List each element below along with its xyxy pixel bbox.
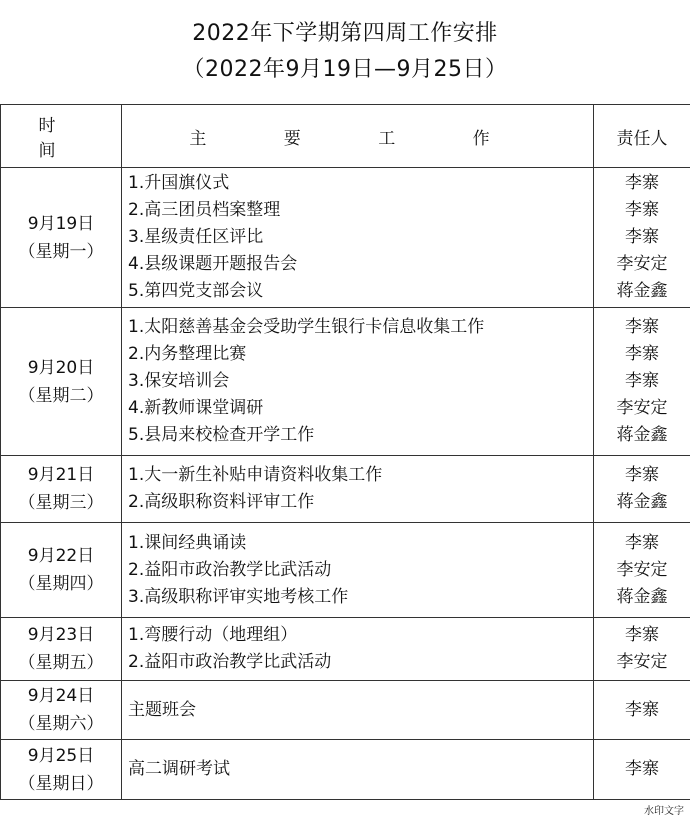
task-item: 5.县局来校检查开学工作 [128, 425, 315, 445]
owner-name: 李安定 [616, 398, 668, 418]
task-item: 2.高三团员档案整理 [128, 200, 281, 220]
owner-name: 李寨 [625, 759, 659, 779]
date-label: 9月22日 [27, 546, 95, 566]
date-cell [1, 308, 122, 456]
owners-cell [594, 168, 690, 308]
weekday-label: （星期五） [18, 653, 104, 673]
weekday-label: （星期四） [18, 574, 104, 594]
owner-name: 李寨 [625, 699, 659, 720]
task-item: 2.益阳市政治教学比武活动 [128, 652, 332, 672]
task-item: 4.县级课题开题报告会 [128, 254, 298, 274]
task-item: 高二调研考试 [128, 759, 230, 779]
owner-name: 李寨 [625, 344, 659, 364]
owner-name: 蒋金鑫 [616, 586, 668, 607]
tasks-cell [122, 523, 594, 618]
owner-name: 李寨 [625, 317, 659, 337]
task-item: 1.太阳慈善基金会受助学生银行卡信息收集工作 [128, 317, 485, 337]
schedule-body [1, 168, 690, 800]
header-owner: 责任人 [594, 105, 690, 168]
owner-name: 蒋金鑫 [616, 492, 668, 512]
owner-name: 李寨 [625, 465, 659, 485]
table-header-row [1, 105, 690, 168]
date-label: 9月20日 [27, 357, 95, 378]
owner-name: 李寨 [625, 625, 659, 645]
owner-name: 李安定 [616, 559, 668, 580]
owner-name: 李寨 [625, 532, 659, 553]
weekday-label: （星期二） [18, 385, 104, 406]
task-item: 5.第四党支部会议 [128, 281, 264, 301]
date-cell [1, 618, 122, 681]
owners-cell [594, 523, 690, 618]
owner-name: 李寨 [625, 200, 659, 220]
owners-cell [594, 308, 690, 456]
task-item: 4.新教师课堂调研 [128, 398, 264, 418]
tasks-cell [122, 168, 594, 308]
date-cell [1, 681, 122, 740]
owner-name: 李寨 [625, 371, 659, 391]
date-label: 9月21日 [27, 465, 95, 485]
date-cell [1, 740, 122, 800]
date-cell [1, 168, 122, 308]
task-item: 1.弯腰行动（地理组） [128, 625, 298, 645]
task-item: 1.大一新生补贴申请资料收集工作 [128, 465, 383, 485]
date-cell [1, 456, 122, 523]
page-subtitle-date-range: （2022年9月19日—9月25日） [182, 57, 508, 82]
task-item: 2.内务整理比赛 [128, 344, 247, 364]
table-row [1, 523, 690, 618]
table-row [1, 168, 690, 308]
owner-name: 李安定 [616, 652, 668, 672]
task-item: 2.高级职称资料评审工作 [128, 492, 315, 512]
owners-cell [594, 740, 690, 800]
tasks-cell [122, 456, 594, 523]
weekday-label: （星期三） [18, 493, 104, 513]
tasks-cell [122, 308, 594, 456]
page-title: 2022年下学期第四周工作安排 [192, 21, 498, 46]
owner-name: 李安定 [616, 254, 668, 274]
watermark-text: 水印文字 [644, 806, 684, 817]
table-row [1, 681, 690, 740]
weekday-label: （星期一） [18, 241, 104, 262]
table-row [1, 740, 690, 800]
task-item: 主题班会 [128, 699, 196, 720]
date-label: 9月25日 [27, 745, 95, 766]
date-label: 9月23日 [27, 625, 95, 645]
owners-cell [594, 456, 690, 523]
date-label: 9月19日 [27, 213, 95, 234]
task-item: 3.高级职称评审实地考核工作 [128, 586, 349, 607]
owners-cell [594, 681, 690, 740]
owner-name: 蒋金鑫 [616, 425, 668, 445]
date-label: 9月24日 [27, 686, 95, 706]
schedule-table [0, 104, 690, 800]
task-item: 3.保安培训会 [128, 371, 230, 391]
date-cell [1, 523, 122, 618]
tasks-cell [122, 618, 594, 681]
tasks-cell [122, 681, 594, 740]
table-row [1, 308, 690, 456]
header-work: 主 要 工 作 [122, 105, 594, 168]
task-item: 1.课间经典诵读 [128, 532, 247, 553]
weekday-label: （星期日） [18, 773, 104, 794]
owner-name: 李寨 [625, 227, 659, 247]
owners-cell [594, 618, 690, 681]
owner-name: 李寨 [625, 173, 659, 193]
task-item: 2.益阳市政治教学比武活动 [128, 559, 332, 580]
tasks-cell [122, 740, 594, 800]
weekday-label: （星期六） [18, 714, 104, 734]
task-item: 3.星级责任区评比 [128, 227, 264, 247]
title-block [0, 0, 690, 104]
owner-name: 蒋金鑫 [616, 281, 668, 301]
task-item: 1.升国旗仪式 [128, 173, 230, 193]
header-time: 时 间 [1, 105, 122, 168]
table-row [1, 618, 690, 681]
table-row [1, 456, 690, 523]
